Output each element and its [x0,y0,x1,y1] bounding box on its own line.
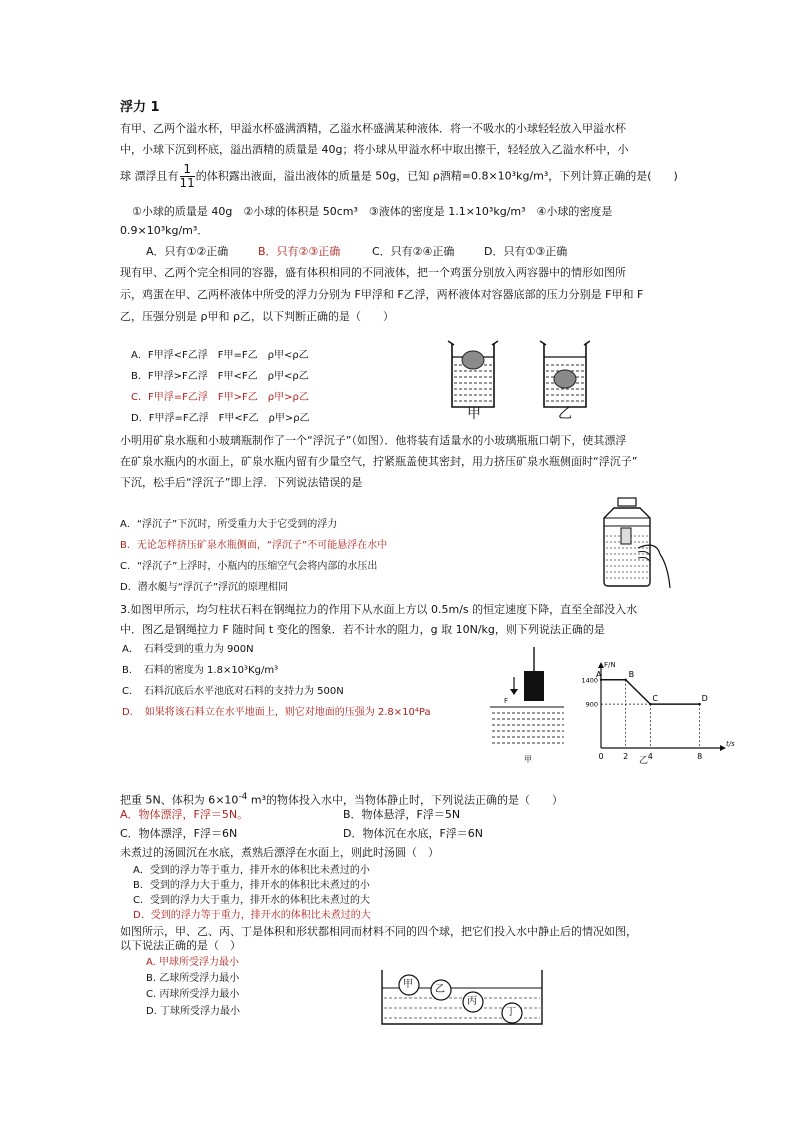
q1-line3b: 的体积露出液面，溢出液体的质量是 50g，已知 ρ酒精=0.8×10³kg/m³，下列计算正确的是( ) [195,169,678,183]
q1-line1: 有甲、乙两个溢水杯，甲溢水杯盛满酒精，乙溢水杯盛满某种液体．将一不吸水的小球轻轻放入甲溢水杯 [120,122,626,135]
q1-optB: B．只有②③正确 [258,245,341,258]
q7-line1: 如图所示，甲、乙、丙、丁是体积和形状都相同而材料不同的四个球，把它们投入水中静止后的情况如图， [120,925,637,938]
ball4-label: 丁 [506,1007,516,1018]
q7-optC: C. 丙球所受浮力最小 [146,989,240,1000]
q2-line2: 示，鸡蛋在甲、乙两杯液体中所受的浮力分别为 F甲浮和 F乙浮，两杯液体对容器底部的压力分别是 F甲和 F [120,288,644,301]
q2-line3: 乙，压强分别是 ρ甲和 ρ乙，以下判断正确的是（ ） [120,310,394,323]
q1-optD: D．只有①③正确 [484,245,568,258]
q2-line1: 现有甲、乙两个完全相同的容器，盛有体积相同的不同液体，把一个鸡蛋分别放入两容器中的情形如图所 [120,266,626,279]
q1-optC: C．只有②④正确 [372,245,455,258]
q7-optB: B. 乙球所受浮力最小 [146,973,240,984]
q4-optC: C． 石料沉底后水平池底对石料的支持力为 500N [122,686,344,697]
q5-optC: C．物体漂浮，F浮＝6N [120,827,238,840]
q1-stmt2: 0.9×10³kg/m³． [120,224,209,237]
ball2-label: 乙 [435,984,445,995]
ball1-label: 甲 [403,979,413,990]
q6-optA: A．受到的浮力等于重力，排开水的体积比未煮过的小 [133,865,370,876]
q1-frac-num: 1 [180,163,195,177]
q5-exp: -4 [238,792,248,802]
x-tick-2: 2 [623,752,629,761]
q3-line3: 下沉，松手后“浮沉子”即上浮．下列说法错误的是 [120,476,363,489]
q3-line1: 小明用矿泉水瓶和小玻璃瓶制作了一个“浮沉子”（如图）．他将装有适量水的小玻璃瓶瓶口朝下，使其漂浮 [120,434,627,447]
q1-line3 [120,163,678,190]
q6-optD: D．受到的浮力等于重力，排开水的体积比未煮过的大 [133,910,371,921]
q2-label-yi: 乙 [558,406,572,422]
q6-line1: 未煮过的汤圆沉在水底，煮熟后漂浮在水面上，则此时汤圆（ ） [120,846,439,859]
q6-optB: B．受到的浮力大于重力，排开水的体积比未煮过的小 [133,880,370,891]
q5-optA: A．物体漂浮，F浮＝5N。 [120,808,249,821]
y-tick-900: 900 [585,700,598,709]
x-tick-4: 4 [647,752,653,761]
cartesian-diver-figure [598,496,674,592]
q6-optC: C．受到的浮力大于重力，排开水的体积比未煮过的大 [133,895,370,906]
q3-optB: B．无论怎样挤压矿泉水瓶侧面，“浮沉子”不可能悬浮在水中 [120,540,388,551]
small-glass-bottle [621,528,631,544]
q2-optC: C．F甲浮=F乙浮 F甲>F乙 ρ甲>ρ乙 [131,392,309,403]
egg-floating [462,351,484,369]
q1-fraction [180,163,195,190]
egg-suspended [554,370,576,388]
stone-rope-figure [488,643,568,753]
q2-optB: B．F甲浮>F乙浮 F甲<F乙 ρ甲<ρ乙 [131,371,309,382]
beaker-jia [448,341,498,407]
beaker-yi [540,341,590,407]
chart-xlabel: t/s [726,740,735,748]
q1-optA: A．只有①②正确 [146,245,229,258]
fig-label-F: F [504,697,509,705]
q4-line2: 中．图乙是钢绳拉力 F 随时间 t 变化的图象．若不计水的阻力，g 取 10N/kg，则下列说法正确的是 [120,623,605,636]
stone-block [524,671,544,701]
series-line [601,680,700,704]
x-tick-0: 0 [598,752,604,761]
q4-optA: A． 石料受到的重力为 900N [122,644,254,655]
point-label-D: D [701,694,708,704]
fig-label-yi: 乙 [639,756,649,766]
chart-ylabel: F/N [604,661,616,669]
q3-optC: C．“浮沉子”上浮时，小瓶内的压缩空气会将内部的水压出 [120,561,378,572]
q7-optA: A. 甲球所受浮力最小 [146,957,240,968]
point-label-B: B [628,669,635,679]
q5-line1b: m³的物体投入水中，当物体静止时，下列说法正确的是（ ） [247,793,564,807]
q4-optB: B． 石料的密度为 1.8×10³Kg/m³ [122,665,279,676]
fig-label-jia: 甲 [524,755,532,764]
q4-optD: D． 如果将该石料立在水平地面上，则它对地面的压强为 2.8×10⁴Pa [122,707,431,718]
q1-line2: 中，小球下沉到杯底，溢出酒精的质量是 40g；将小球从甲溢水杯中取出擦干，轻轻放入乙溢水杯中，小 [120,143,629,156]
q2-optA: A．F甲浮<F乙浮 F甲=F乙 ρ甲<ρ乙 [131,350,309,361]
y-tick-1400: 1400 [581,676,598,685]
q5-line1 [120,790,563,808]
page-title: 浮力 1 [120,100,160,115]
q1-frac-den: 11 [179,176,195,190]
x-tick-8: 8 [697,752,703,761]
q4-line1: 3.如图甲所示，均匀柱状石料在钢绳拉力的作用下从水面上方以 0.5m/s 的恒定速度下降，直至全部没入水 [120,603,638,616]
q7-line2: 以下说法正确的是（ ） [120,939,241,952]
q1-stmt1: ①小球的质量是 40g ②小球的体积是 50cm³ ③液体的密度是 1.1×10³kg/m³ ④小球的密度是 [132,205,613,218]
four-balls-tank-figure [378,966,546,1028]
q3-optD: D．潜水艇与“浮沉子”浮沉的原理相同 [120,582,289,593]
q5-optD: D．物体沉在水底，F浮＝6N [343,827,484,840]
q5-line1a: 把重 5N、体积为 6×10 [120,793,239,807]
q7-optD: D. 丁球所受浮力最小 [146,1006,241,1017]
point-label-C: C [652,694,658,704]
q2-label-jia: 甲 [467,406,481,422]
ball3-label: 丙 [467,996,477,1007]
q5-optB: B．物体悬浮，F浮＝5N [343,808,461,821]
q3-line2: 在矿泉水瓶内的水面上，矿泉水瓶内留有少量空气，拧紧瓶盖使其密封，用力挤压矿泉水瓶侧面时“浮沉子” [120,455,638,468]
force-time-chart [570,660,730,770]
q1-line3a: 球 漂浮且有 [120,169,179,183]
q3-optA: A．“浮沉子”下沉时，所受重力大于它受到的浮力 [120,519,338,530]
q2-optD: D．F甲浮=F乙浮 F甲<F乙 ρ甲>ρ乙 [131,413,310,424]
point-label-A: A [596,669,602,679]
